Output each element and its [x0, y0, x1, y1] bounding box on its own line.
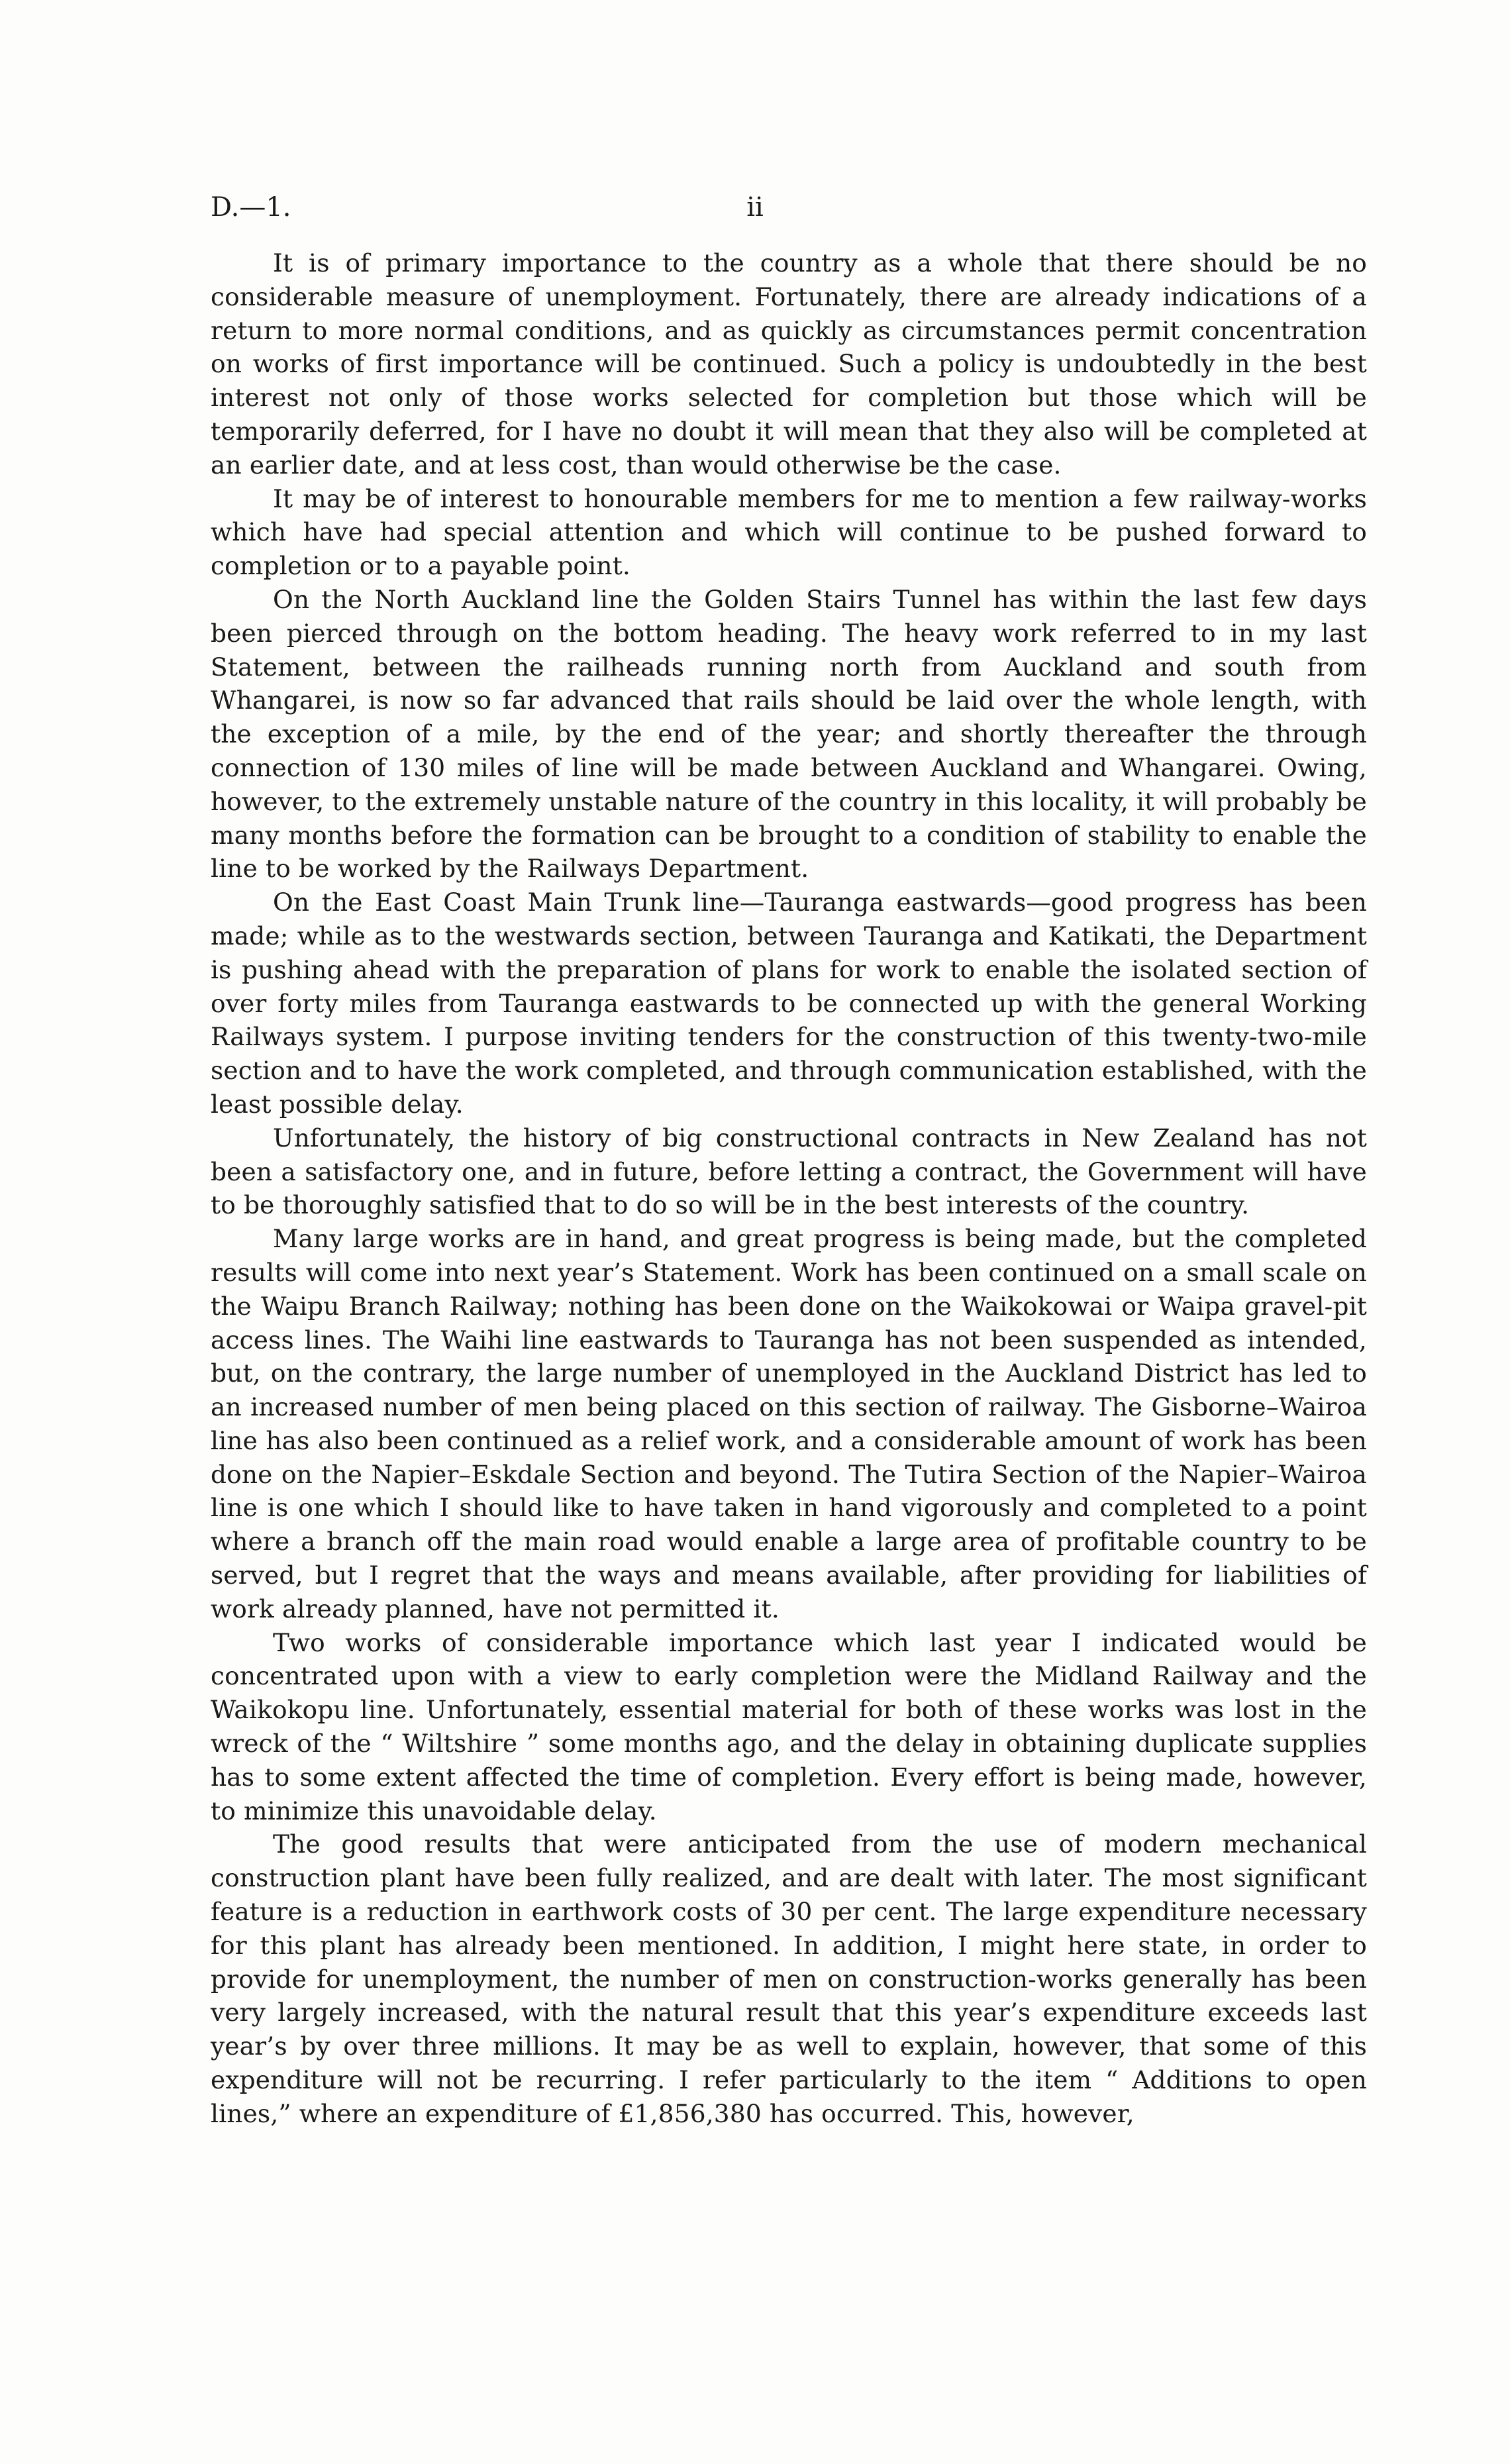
paragraph: The good results that were anticipated from the use of modern mechanical construction plant have been fully realized, and are dealt with later. The most significant feature is a reduction in earthwork costs of 30 per cent. The large expenditure necessary for this plant has already been mentioned. In addition, I might here state, in order to provide for unemployment, the number of men on construction-works generally has been very largely increased, with the natural result that this year’s expenditure exceeds last year’s by over three millions. It may be as well to explain, however, that some of this expenditure will not be recurring. I refer particularly to the item “ Additions to open lines,” where an expenditure of £1,856,380 has occurred. This, however,: [211, 1829, 1367, 2128]
body-text: [211, 246, 1367, 2131]
paragraph: It may be of interest to honourable members for me to mention a few railway-works which have had special attention and which will continue to be pushed forward to completion or to a payable point.: [211, 484, 1367, 581]
paragraph: Many large works are in hand, and great progress is being made, but the completed results will come into next year’s Statement. Work has been continued on a small scale on the Waipu Branch Railway; nothing has been done on the Waikokowai or Waipa gravel-pit access lines. The Waihi line eastwards to Tauranga has not been suspended as intended, but, on the contrary, the large number of unemployed in the Auckland District has led to an increased number of men being placed on this section of railway. The Gisborne–Wairoa line has also been continued as a relief work, and a considerable amount of work has been done on the Napier–Eskdale Section and beyond. The Tutira Section of the Napier–Wairoa line is one which I should like to have taken in hand vigorously and completed to a point where a branch off the main road would enable a large area of profitable country to be served, but I regret that the ways and means available, after providing for liabilities of work already planned, have not permitted it.: [211, 1224, 1367, 1623]
paragraph: It is of primary importance to the country as a whole that there should be no considerable measure of unemployment. Fortunately, there are already indications of a return to more normal conditions, and as quickly as circumstances permit concentration on works of first importance will be continued. Such a policy is undoubtedly in the best interest not only of those works selected for completion but those which will be temporarily deferred, for I have no doubt it will mean that they also will be completed at an earlier date, and at less cost, than would otherwise be the case.: [211, 248, 1367, 480]
paragraph: Two works of considerable importance which last year I indicated would be concentrated upon with a view to early completion were the Midland Railway and the Waikokopu line. Unfortunately, essential material for both of these works was lost in the wreck of the “ Wiltshire ” some months ago, and the delay in obtaining duplicate supplies has to some extent affected the time of completion. Every effort is being made, however, to minimize this unavoidable delay.: [211, 1627, 1367, 1825]
document-reference: D.—1.: [211, 192, 291, 223]
paragraph: On the East Coast Main Trunk line—Tauranga eastwards—good progress has been made; while as to the westwards section, between Tauranga and Katikati, the Department is pushing ahead with the preparation of plans for work to enable the isolated section of over forty miles from Tauranga eastwards to be connected up with the general Working Railways system. I purpose inviting tenders for the construction of this twenty-two-mile section and to have the work completed, and through communication established, with the least possible delay.: [211, 888, 1367, 1119]
page-header: [211, 187, 1299, 227]
page-number: ii: [746, 192, 764, 223]
paragraph: On the North Auckland line the Golden Stairs Tunnel has within the last few days been pierced through on the bottom heading. The heavy work referred to in my last Statement, between the railheads running north from Auckland and south from Whangarei, is now so far advanced that rails should be laid over the whole length, with the exception of a mile, by the end of the year; and shortly thereafter the through connection of 130 miles of line will be made between Auckland and Whangarei. Owing, however, to the extremely unstable nature of the country in this locality, it will probably be many months before the formation can be brought to a condition of stability to enable the line to be worked by the Railways Department.: [211, 584, 1367, 884]
paragraph: Unfortunately, the history of big constructional contracts in New Zealand has not been a satisfactory one, and in future, before letting a contract, the Government will have to be thoroughly satisfied that to do so will be in the best interests of the country.: [211, 1123, 1367, 1220]
